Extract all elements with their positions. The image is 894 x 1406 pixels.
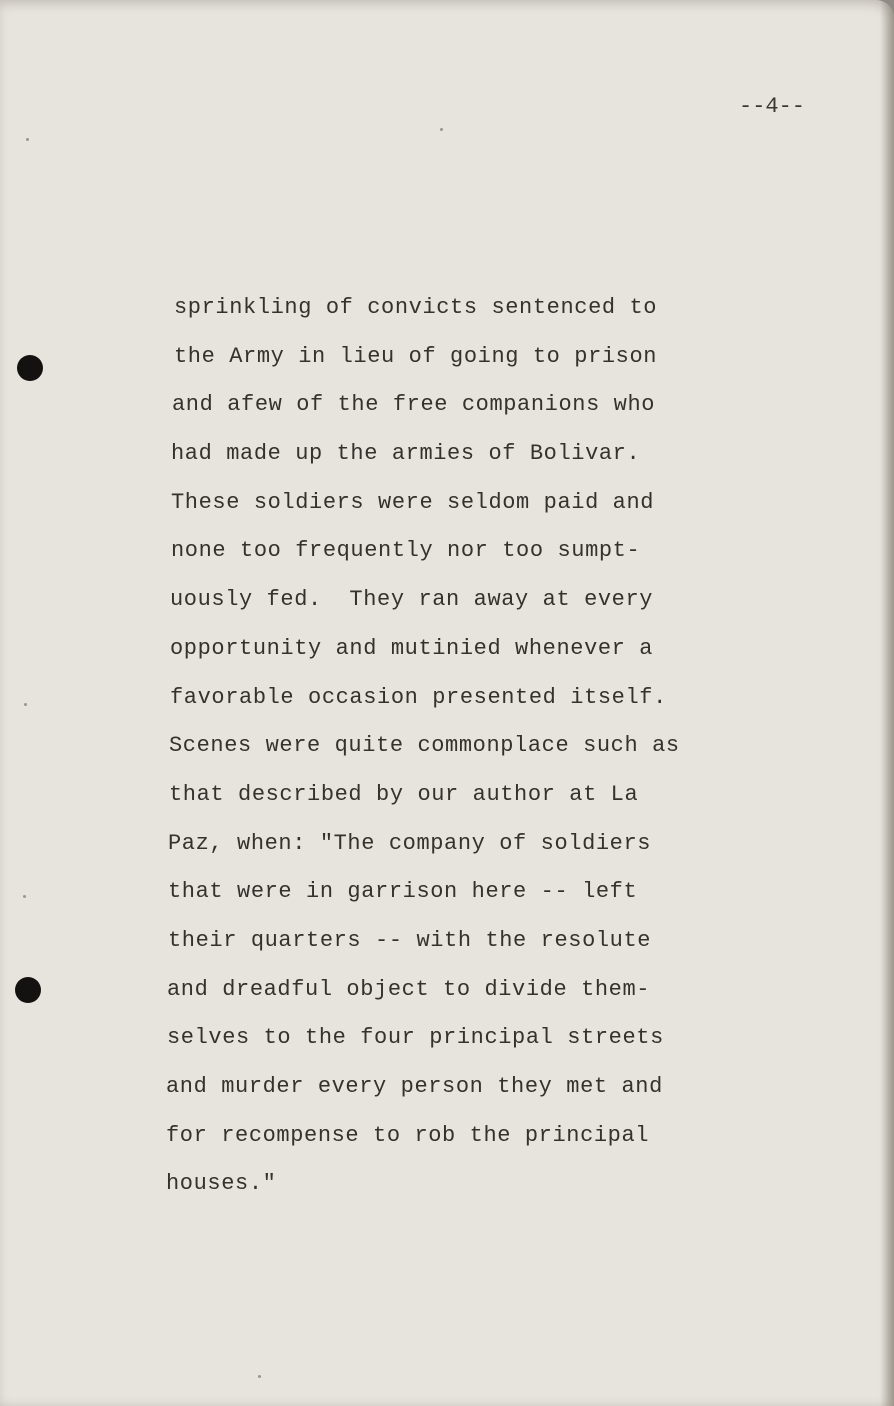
text-line: uously fed. They ran away at every bbox=[170, 587, 654, 613]
text-line: and afew of the free companions who bbox=[172, 392, 656, 418]
text-line: and dreadful object to divide them- bbox=[167, 976, 651, 1002]
paper-speck bbox=[24, 703, 27, 706]
text-line: for recompense to rob the principal bbox=[166, 1122, 650, 1148]
text-line: and murder every person they met and bbox=[166, 1074, 663, 1099]
punch-hole-top bbox=[17, 355, 43, 381]
paper-speck bbox=[440, 128, 443, 131]
text-line: none too frequently nor too sumpt- bbox=[171, 538, 641, 564]
paper-speck bbox=[26, 138, 29, 141]
text-line: their quarters -- with the resolute bbox=[168, 927, 652, 953]
page-edge-shadow bbox=[880, 0, 894, 1406]
paper-speck bbox=[23, 895, 26, 898]
text-line: the Army in lieu of going to prison bbox=[174, 343, 658, 369]
text-line: selves to the four principal streets bbox=[167, 1025, 664, 1051]
page-number: --4-- bbox=[739, 94, 806, 119]
text-line: had made up the armies of Bolivar. bbox=[171, 441, 641, 467]
text-line: Paz, when: "The company of soldiers bbox=[168, 830, 652, 856]
paper-speck bbox=[258, 1375, 261, 1378]
text-line: sprinkling of convicts sentenced to bbox=[174, 295, 658, 320]
text-line: favorable occasion presented itself. bbox=[170, 684, 667, 710]
punch-hole-bottom bbox=[15, 977, 41, 1003]
body-text bbox=[166, 284, 746, 1209]
text-line: opportunity and mutinied whenever a bbox=[170, 635, 654, 661]
text-line: These soldiers were seldom paid and bbox=[171, 489, 655, 515]
text-line: houses." bbox=[166, 1171, 277, 1197]
text-line: that were in garrison here -- left bbox=[168, 879, 638, 905]
text-line: that described by our author at La bbox=[169, 781, 639, 807]
text-line: Scenes were quite commonplace such as bbox=[169, 733, 680, 759]
